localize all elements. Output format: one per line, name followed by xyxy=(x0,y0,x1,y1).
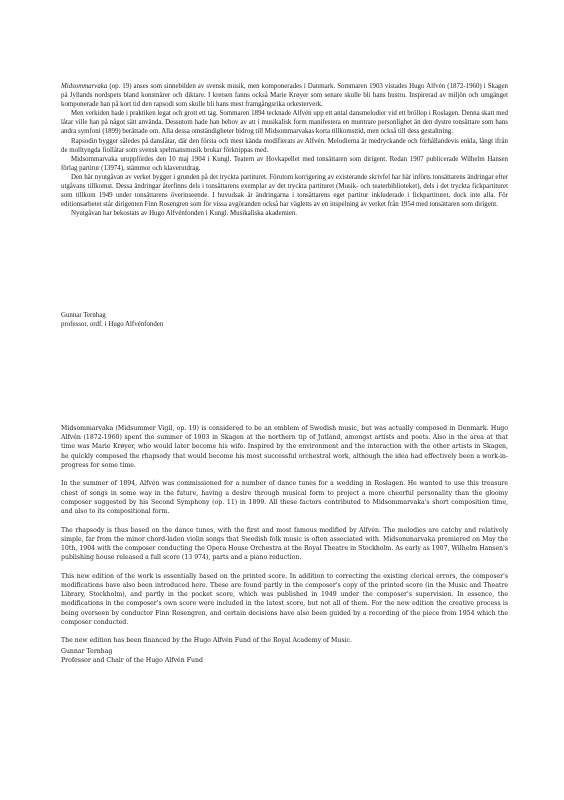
english-paragraph-5: The new edition has been financed by the Hugo Alfvén Fund of the Royal Academy of Music. xyxy=(61,637,352,645)
english-paragraph-4: This new edition of the work is essentially based on the printed score. In addition to correcting the existing clerical errors, the composer's modifications have also been introduced here. These are found partly in the composer's copy of the printed score (in the Music and Theatre Library, Stockholm), and partly in the pocket score, which was published in 1949 under the composer's supervision. In essence, the modifications in the composer's own score were included in the latest score, but not all of them. For the new edition the creative process is being overseen by conductor Finn Rosengren, and certain decisions have also been guided by a recording of the piece from 1954 which the composer conducted. xyxy=(61,572,508,626)
swedish-paragraph-1 xyxy=(61,82,508,109)
english-paragraph-1: Midsommarvaka (Midsummer Vigil, op. 19) is considered to be an emblem of Swedish music, but was actually composed in Denmark. Hugo Alfvén (1872-1960) spent the summer of 1903 in Skagen at the northern tip of Jutland, amongst artists and poets. Also in the area at that time was Marie Krøyer, who would later become his wife. Inspired by the environment and the interaction with the other artists in Skagen, he quickly composed the rhapsody that would become his most successful orchestral work, although the idea had effectively been a work-in-progress for some time. xyxy=(61,425,508,469)
english-preface xyxy=(61,424,508,655)
signature-name: Gunnar Ternhag xyxy=(61,312,106,319)
signature-name: Gunnar Ternhag xyxy=(61,648,113,655)
swedish-paragraph-4: Midsommarvaka uruppfördes den 10 maj 1904 i Kungl. Teatern av Hovkapellet med tonsättaren som dirigent. Redan 1907 publicerade Wilhelm Hansen förlag partitur (13974), stämmor och klaverutdrag. xyxy=(61,155,508,172)
work-title: Midsommarvaka xyxy=(61,83,108,90)
swedish-paragraph-3: Rapsodin bygger således på danslåtar, där den första och mest kända modifierats av Alfvén. Melodierna är medryckande och förhållandevis enkla, långt ifrån de molltyngda fiollåtar som svensk spelmansmusik brukar förknippas med. xyxy=(61,137,508,154)
signature-title: Professor and Chair of the Hugo Alfvén Fund xyxy=(61,657,203,665)
english-paragraph-2: In the summer of 1894, Alfvén was commissioned for a number of dance tunes for a wedding in Roslagen. He wanted to use this treasure chest of songs in some way in the future, having a desire through musical form to project a more cheerful personality than the gloomy composer suggested by his Second Symphony (op. 11) in 1899. All these factors contributed to Midsommarvaka's short composition time, and also to its compositional form. xyxy=(61,480,508,516)
swedish-paragraph-2: Men verkiden hade i praktiken legat och grott ett tag. Sommaren 1894 tecknade Alfvén upp ett antal dansmelodier vid ett bröllop i Roslagen. Denna skatt med låtar ville han på något sätt använda. Dessutom hade han behov av att i musikalisk form manifestera en muntrare personlighet än den dystre tonsättare som hans andra symfoni (1899) berättade om. Alla dessa omständigheter bidrog till Midsommarvakas korta tillkomsttid, men också till dess gestaltning. xyxy=(61,110,508,136)
swedish-paragraph-6: Nyutgåvan har bekostats av Hugo Alfvénfonden i Kungl. Musikaliska akademien. xyxy=(71,210,298,218)
swedish-paragraph-1-text: (op. 19) anses som sinnebilden av svensk musik, men komponerades i Danmark. Sommaren 1903 vistades Hugo Alfvén (1872-1960) i Skagen på Jyllands nordspets bland konstnärer och diktare. I kretsen fanns också Marie Krøyer som senare skulle bli hans hustru. Inspirerad av miljön och umgänget komponerade han på kort tid den rapsodi som skulle bli hans mest framgångsrika orkesterverk. xyxy=(61,83,508,109)
swedish-signature xyxy=(61,311,361,329)
english-signature xyxy=(61,647,361,665)
swedish-paragraph-5: Den här nyutgåvan av verket bygger i grunden på det tryckta partituret. Förutom korrigering av existerande skrivfel har här införts tonsättarens ändringar efter utgåvans tillkomst. Dessa ändringar återfinns dels i tonsättarens exemplar av det tryckta partituret (Musik- och teaterbiblioteket), dels i det tryckta fickpartituret som tillkom 1949 under tonsättarens överinseende. I huvudsak är ändringarna i tonsättarens eget partitur inkluderade i fickpartituret, dock inte alla. För editionsarbetet står dirigenten Finn Rosengren som för vissa avgöranden också har vägletts av en inspelning av verket från 1954 med tonsättaren som dirigent. xyxy=(61,173,508,209)
signature-title: professor, ordf. i Hugo Alfvénfonden xyxy=(61,321,164,329)
swedish-preface xyxy=(61,82,508,218)
english-paragraph-3: The rhapsody is thus based on the dance tunes, with the first and most famous modified by Alfvén. The melodies are catchy and relatively simple, far from the minor chord-laden violin songs that Swedish folk music is often associated with. Midsommarvaka premiered on May the 10th, 1904 with the composer conducting the Opera House Orchestra at the Royal Theatre in Stockholm. As early as 1907, Wilhelm Hansen's publishing house released a full score (13 974), parts and a piano reduction. xyxy=(61,526,508,562)
